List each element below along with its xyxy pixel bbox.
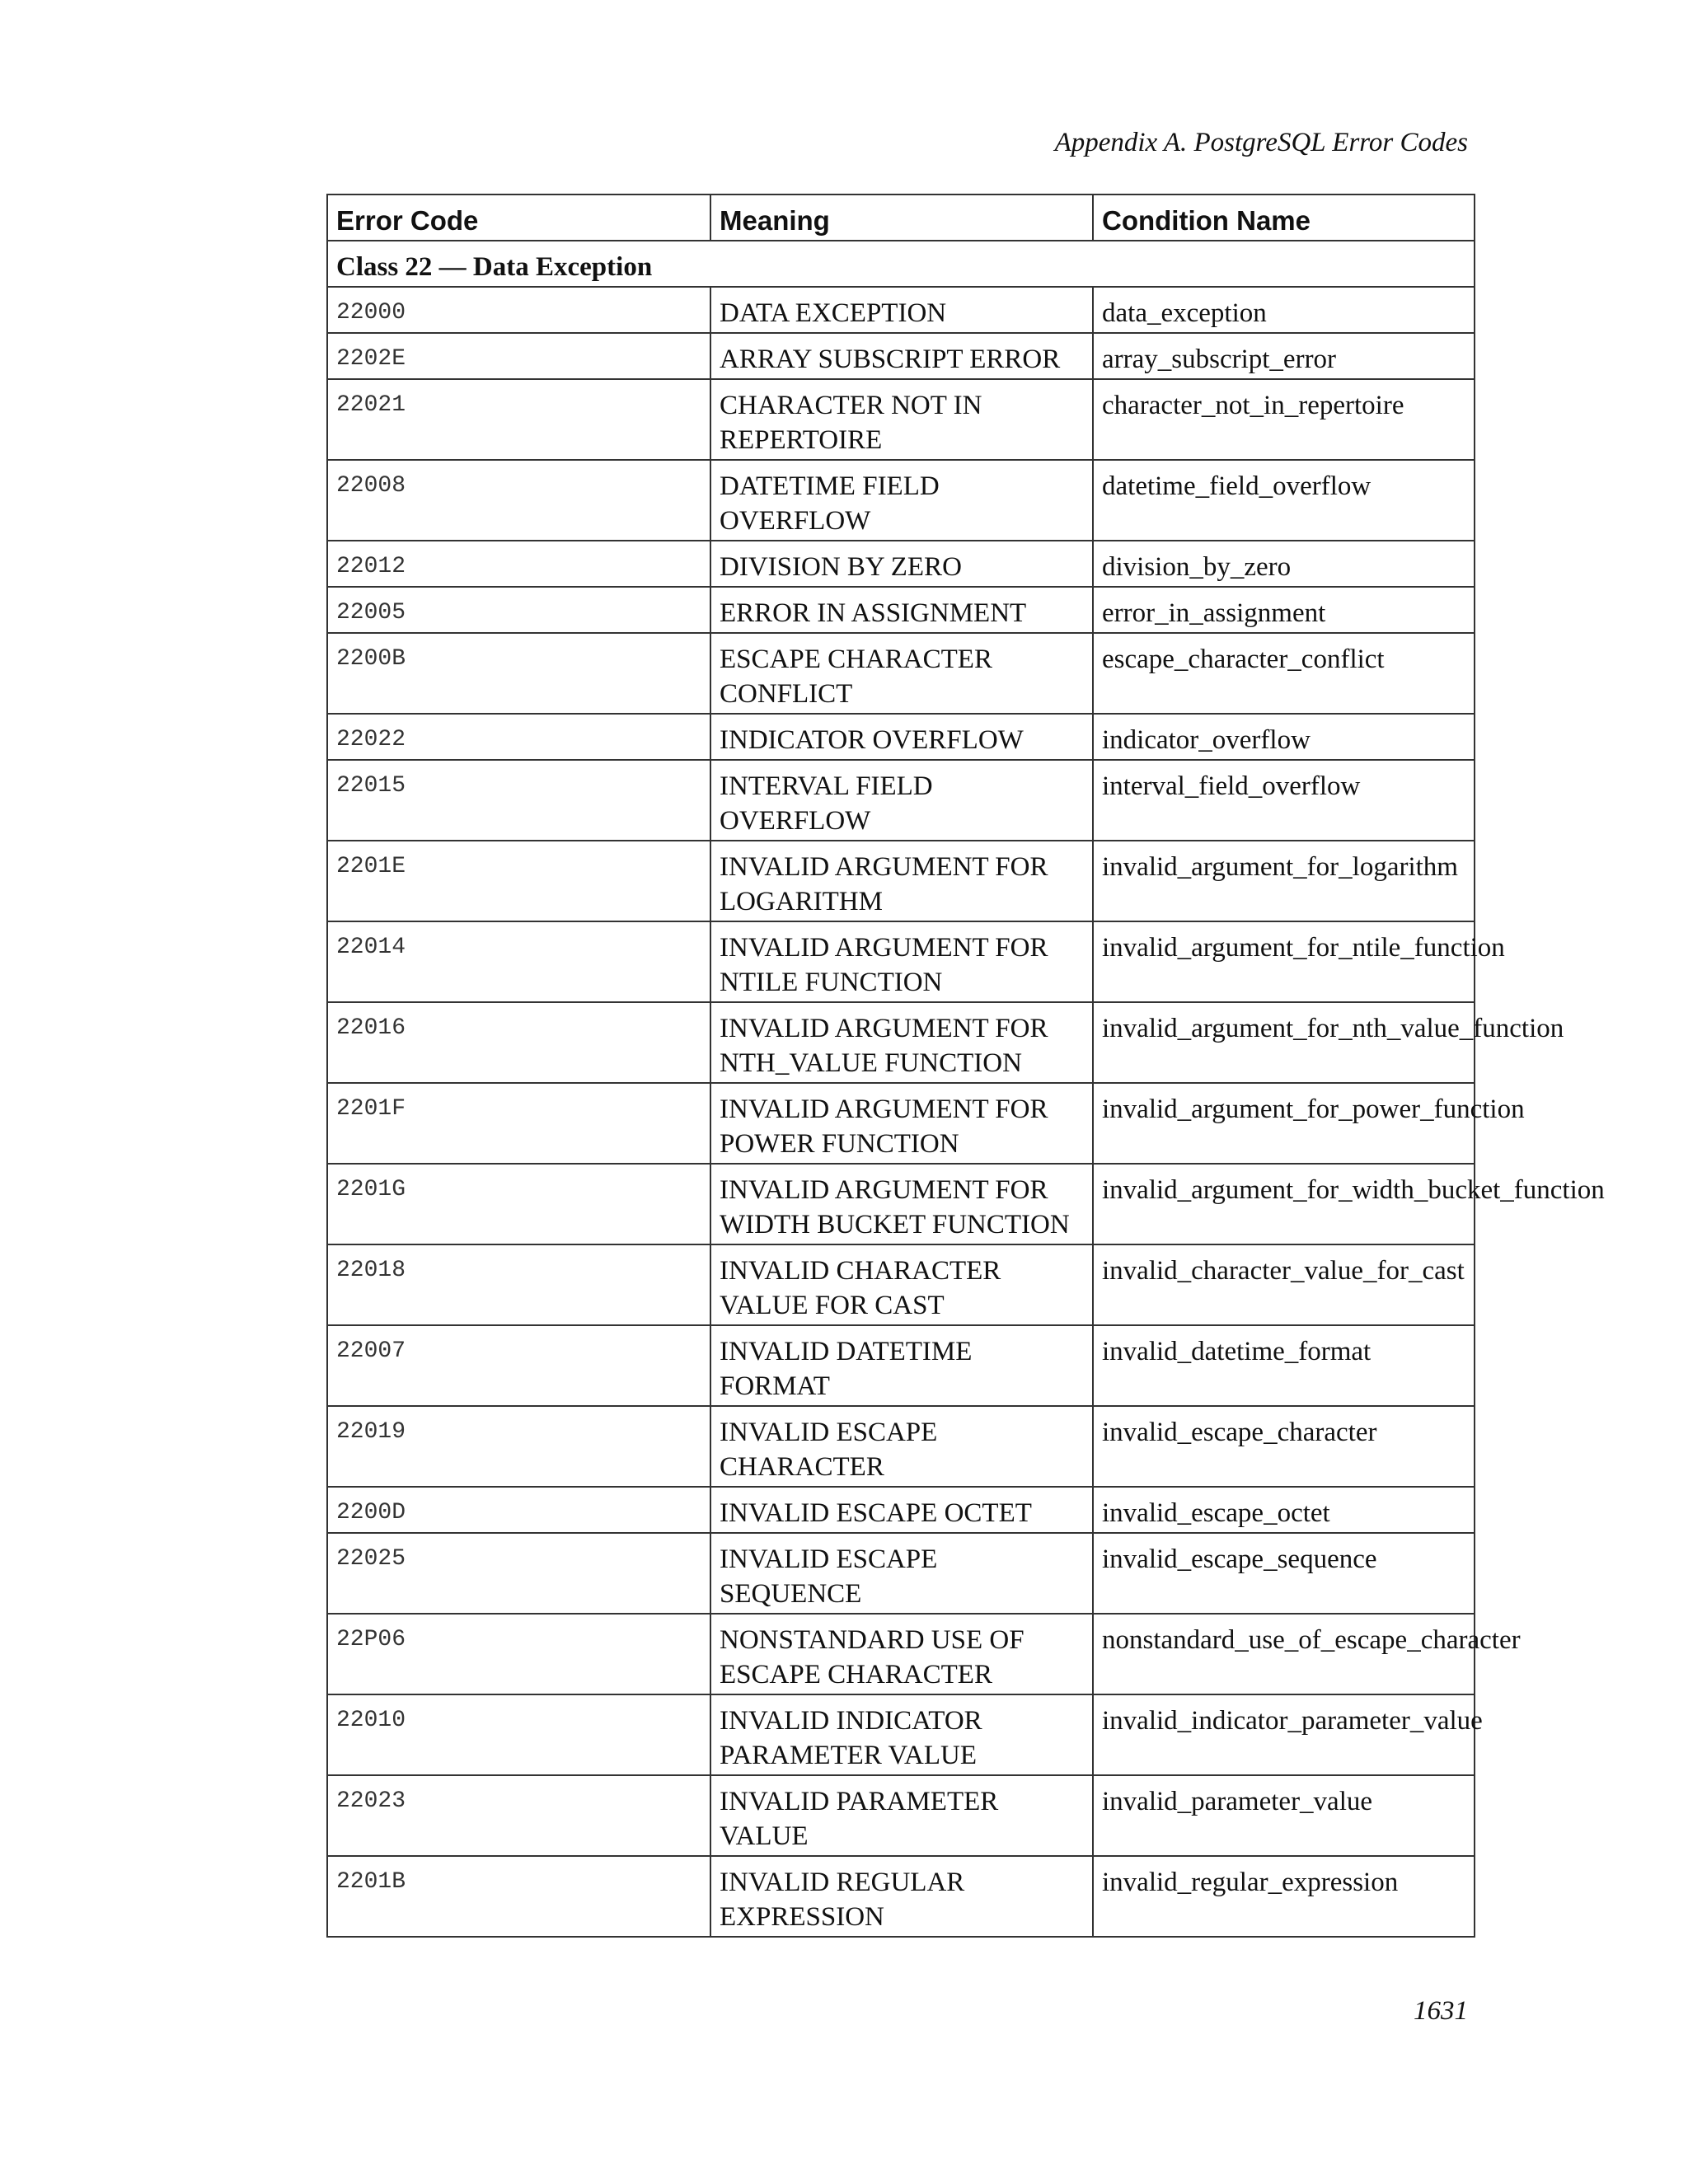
condition-name: character_not_in_repertoire bbox=[1093, 379, 1475, 460]
error-code: 22015 bbox=[327, 760, 710, 841]
meaning: INVALID ESCAPE SEQUENCE bbox=[710, 1533, 1093, 1614]
meaning: INDICATOR OVERFLOW bbox=[710, 714, 1093, 760]
meaning: ESCAPE CHARACTER CONFLICT bbox=[710, 633, 1093, 714]
error-code: 22018 bbox=[327, 1244, 710, 1325]
meaning: ERROR IN ASSIGNMENT bbox=[710, 587, 1093, 633]
condition-name: invalid_argument_for_power_function bbox=[1093, 1083, 1475, 1164]
meaning: DATETIME FIELD OVERFLOW bbox=[710, 460, 1093, 541]
condition-name: division_by_zero bbox=[1093, 541, 1475, 587]
meaning: INVALID CHARACTER VALUE FOR CAST bbox=[710, 1244, 1093, 1325]
table-row bbox=[327, 541, 1475, 587]
condition-name: nonstandard_use_of_escape_character bbox=[1093, 1614, 1475, 1694]
meaning: ARRAY SUBSCRIPT ERROR bbox=[710, 333, 1093, 379]
error-code: 2201B bbox=[327, 1856, 710, 1937]
table-header-row bbox=[327, 194, 1475, 241]
table-row bbox=[327, 587, 1475, 633]
error-code: 22021 bbox=[327, 379, 710, 460]
condition-name: indicator_overflow bbox=[1093, 714, 1475, 760]
table-row bbox=[327, 1083, 1475, 1164]
header-condition-name: Condition Name bbox=[1093, 194, 1475, 241]
error-code: 22019 bbox=[327, 1406, 710, 1487]
condition-name: invalid_regular_expression bbox=[1093, 1856, 1475, 1937]
meaning: INVALID ARGUMENT FOR WIDTH BUCKET FUNCTION bbox=[710, 1164, 1093, 1244]
meaning: INVALID REGULAR EXPRESSION bbox=[710, 1856, 1093, 1937]
error-code: 22P06 bbox=[327, 1614, 710, 1694]
table-row bbox=[327, 1244, 1475, 1325]
table-row bbox=[327, 633, 1475, 714]
meaning: DATA EXCEPTION bbox=[710, 287, 1093, 333]
error-code: 22010 bbox=[327, 1694, 710, 1775]
error-code: 2201E bbox=[327, 841, 710, 921]
header-error-code: Error Code bbox=[327, 194, 710, 241]
error-code: 2201F bbox=[327, 1083, 710, 1164]
table-row bbox=[327, 1533, 1475, 1614]
table-row bbox=[327, 1694, 1475, 1775]
condition-name: invalid_escape_character bbox=[1093, 1406, 1475, 1487]
condition-name: invalid_escape_octet bbox=[1093, 1487, 1475, 1533]
meaning: INVALID ESCAPE CHARACTER bbox=[710, 1406, 1093, 1487]
meaning: INVALID ARGUMENT FOR NTILE FUNCTION bbox=[710, 921, 1093, 1002]
table-row bbox=[327, 333, 1475, 379]
condition-name: invalid_escape_sequence bbox=[1093, 1533, 1475, 1614]
table-row bbox=[327, 714, 1475, 760]
error-code: 22000 bbox=[327, 287, 710, 333]
table-row bbox=[327, 1164, 1475, 1244]
table-row bbox=[327, 1002, 1475, 1083]
error-code: 2200D bbox=[327, 1487, 710, 1533]
meaning: CHARACTER NOT IN REPERTOIRE bbox=[710, 379, 1093, 460]
condition-name: interval_field_overflow bbox=[1093, 760, 1475, 841]
table-row bbox=[327, 1856, 1475, 1937]
table-row bbox=[327, 460, 1475, 541]
table-row bbox=[327, 921, 1475, 1002]
condition-name: datetime_field_overflow bbox=[1093, 460, 1475, 541]
error-code: 22005 bbox=[327, 587, 710, 633]
table-row bbox=[327, 1614, 1475, 1694]
meaning: INVALID ARGUMENT FOR POWER FUNCTION bbox=[710, 1083, 1093, 1164]
condition-name: invalid_argument_for_logarithm bbox=[1093, 841, 1475, 921]
table-row bbox=[327, 1487, 1475, 1533]
error-code: 2202E bbox=[327, 333, 710, 379]
meaning: DIVISION BY ZERO bbox=[710, 541, 1093, 587]
meaning: INVALID ARGUMENT FOR NTH_VALUE FUNCTION bbox=[710, 1002, 1093, 1083]
table-row bbox=[327, 760, 1475, 841]
condition-name: escape_character_conflict bbox=[1093, 633, 1475, 714]
meaning: INVALID ESCAPE OCTET bbox=[710, 1487, 1093, 1533]
error-code: 22022 bbox=[327, 714, 710, 760]
error-code: 2200B bbox=[327, 633, 710, 714]
error-code: 2201G bbox=[327, 1164, 710, 1244]
error-code: 22023 bbox=[327, 1775, 710, 1856]
meaning: NONSTANDARD USE OF ESCAPE CHARACTER bbox=[710, 1614, 1093, 1694]
error-code: 22007 bbox=[327, 1325, 710, 1406]
table-row bbox=[327, 1406, 1475, 1487]
condition-name: invalid_argument_for_ntile_function bbox=[1093, 921, 1475, 1002]
header-meaning: Meaning bbox=[710, 194, 1093, 241]
page-number: 1631 bbox=[1414, 1996, 1468, 2026]
condition-name: invalid_indicator_parameter_value bbox=[1093, 1694, 1475, 1775]
error-codes-table bbox=[326, 194, 1605, 1938]
condition-name: invalid_parameter_value bbox=[1093, 1775, 1475, 1856]
running-head: Appendix A. PostgreSQL Error Codes bbox=[1054, 128, 1468, 157]
table-row bbox=[327, 1775, 1475, 1856]
class-heading: Class 22 — Data Exception bbox=[327, 241, 1475, 287]
error-code: 22014 bbox=[327, 921, 710, 1002]
condition-name: array_subscript_error bbox=[1093, 333, 1475, 379]
error-code: 22008 bbox=[327, 460, 710, 541]
meaning: INVALID PARAMETER VALUE bbox=[710, 1775, 1093, 1856]
table-row bbox=[327, 1325, 1475, 1406]
condition-name: invalid_argument_for_nth_value_function bbox=[1093, 1002, 1475, 1083]
meaning: INTERVAL FIELD OVERFLOW bbox=[710, 760, 1093, 841]
error-code: 22012 bbox=[327, 541, 710, 587]
meaning: INVALID ARGUMENT FOR LOGARITHM bbox=[710, 841, 1093, 921]
table-row bbox=[327, 379, 1475, 460]
condition-name: error_in_assignment bbox=[1093, 587, 1475, 633]
meaning: INVALID DATETIME FORMAT bbox=[710, 1325, 1093, 1406]
error-code: 22016 bbox=[327, 1002, 710, 1083]
meaning: INVALID INDICATOR PARAMETER VALUE bbox=[710, 1694, 1093, 1775]
table-row bbox=[327, 841, 1475, 921]
table-row bbox=[327, 287, 1475, 333]
condition-name: data_exception bbox=[1093, 287, 1475, 333]
condition-name: invalid_character_value_for_cast bbox=[1093, 1244, 1475, 1325]
condition-name: invalid_argument_for_width_bucket_function bbox=[1093, 1164, 1475, 1244]
condition-name: invalid_datetime_format bbox=[1093, 1325, 1475, 1406]
error-code: 22025 bbox=[327, 1533, 710, 1614]
class-heading-row bbox=[327, 241, 1475, 287]
